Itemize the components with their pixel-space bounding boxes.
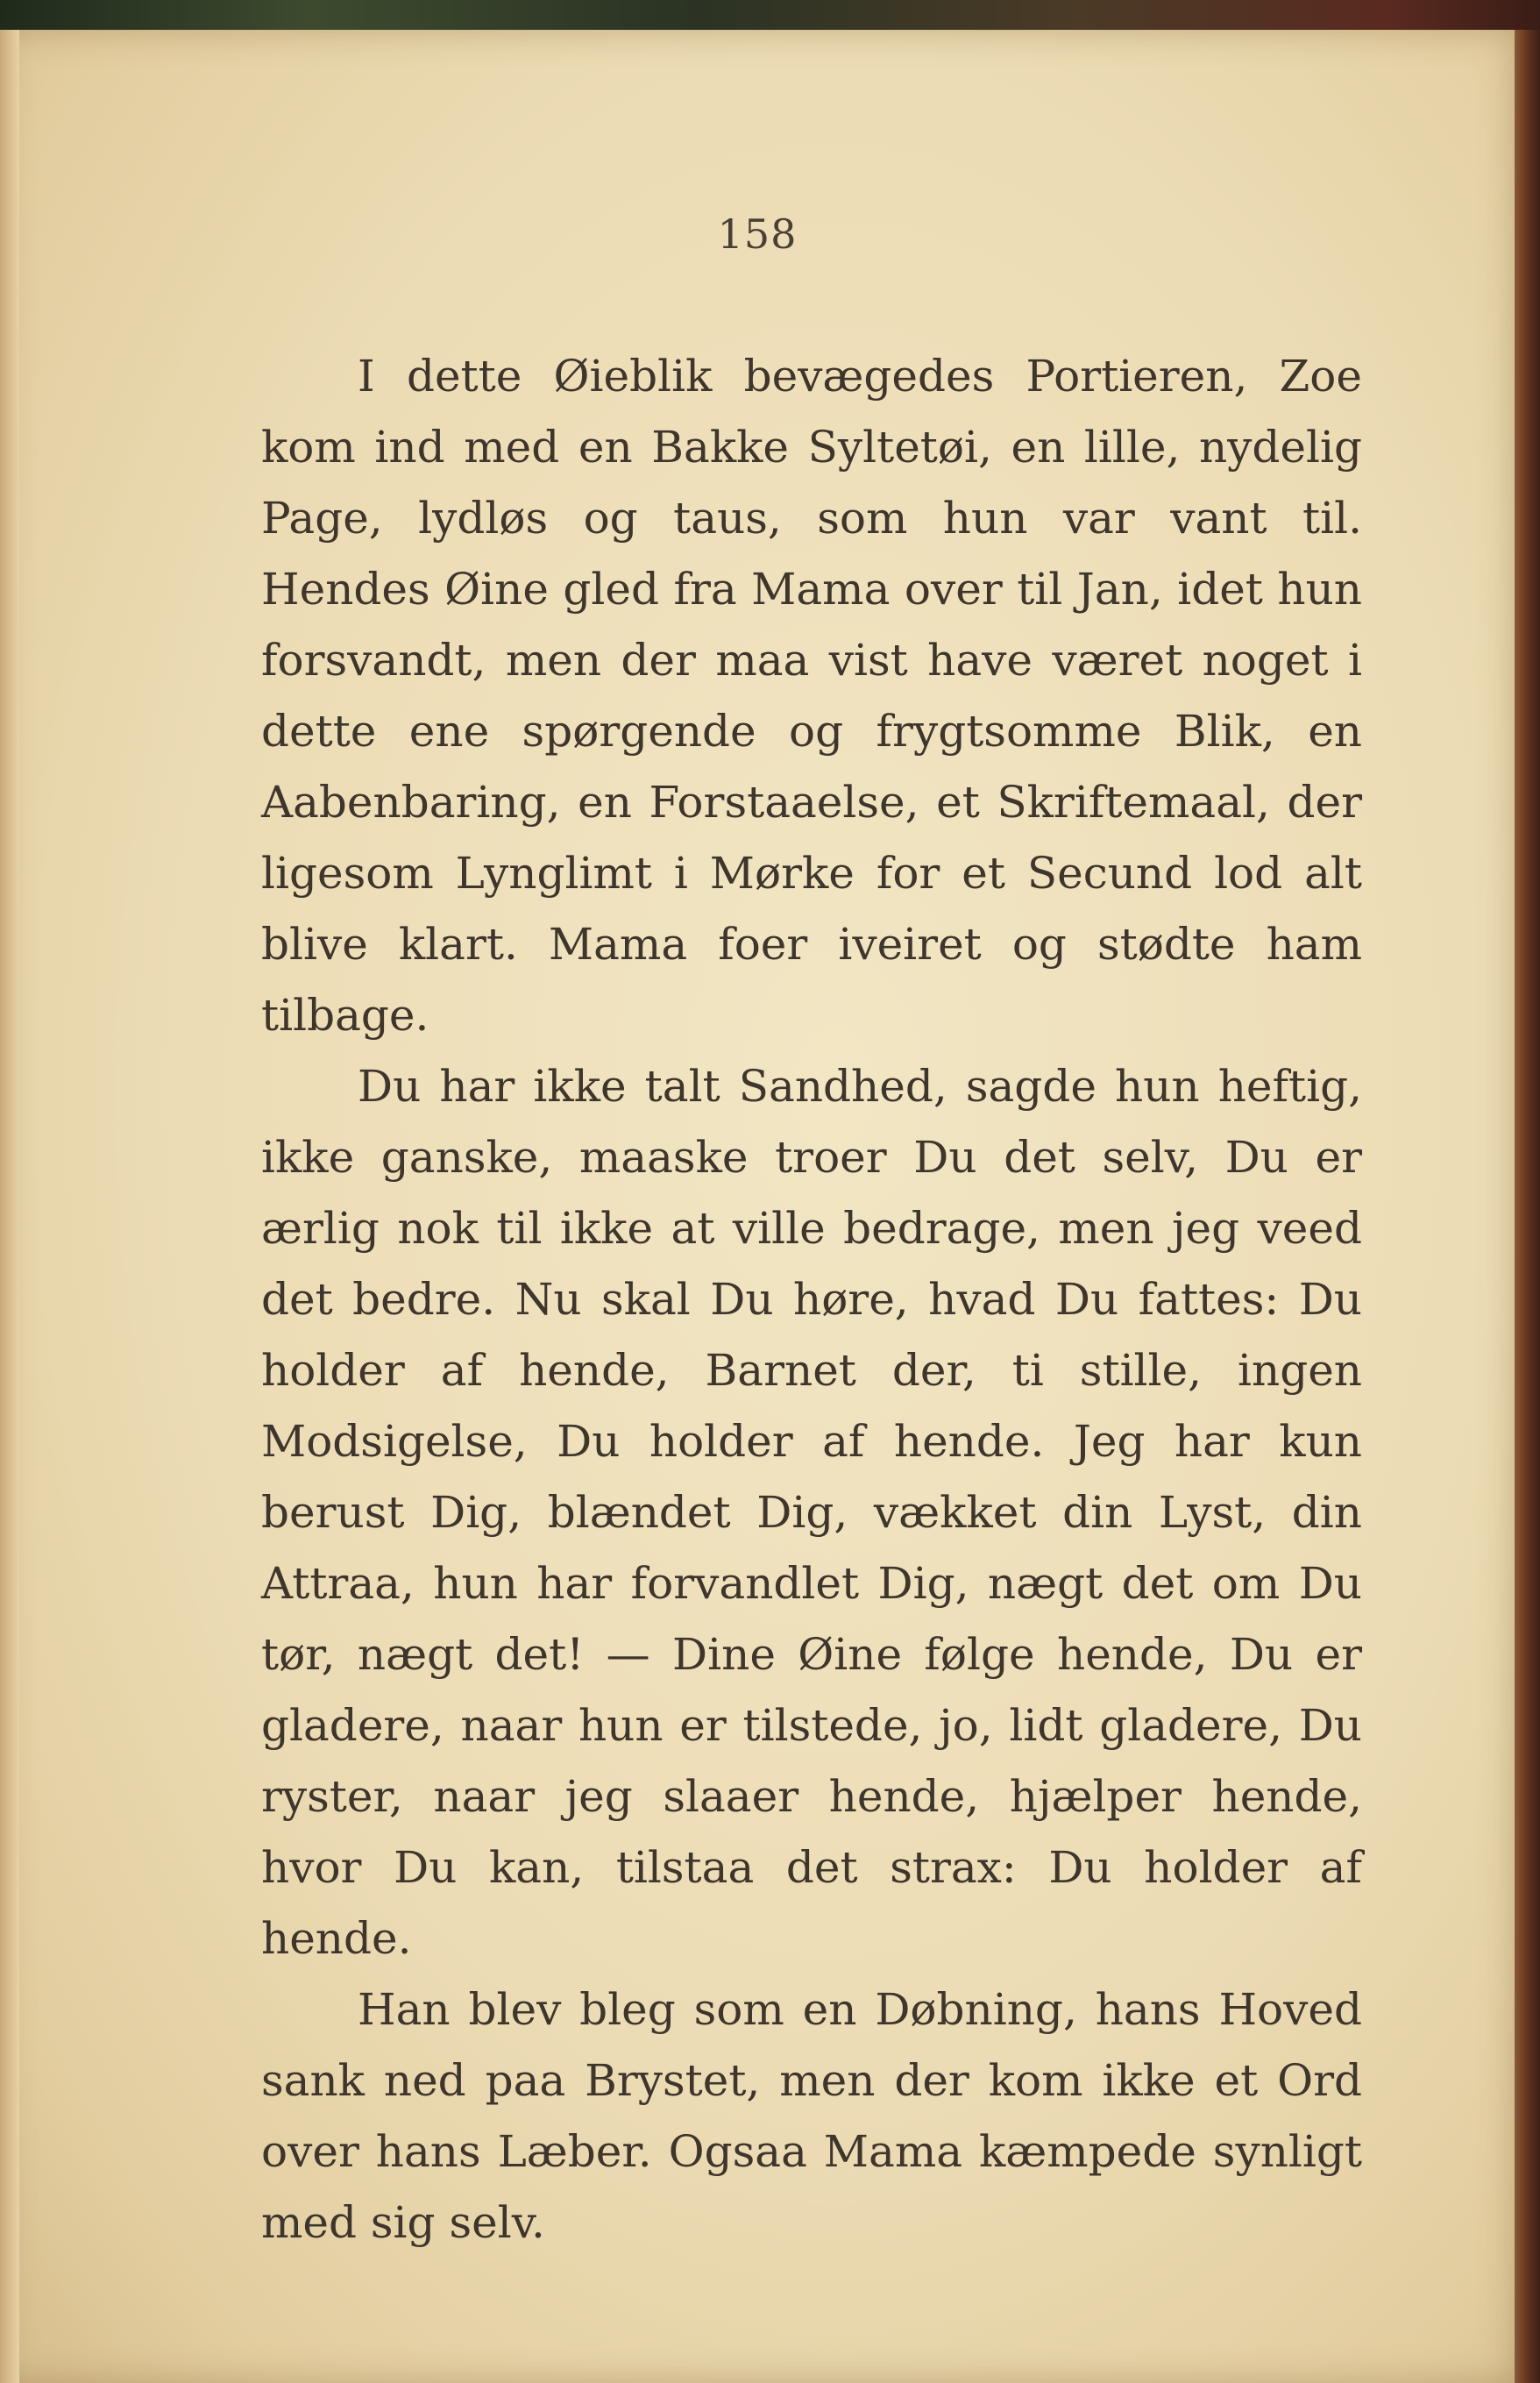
paragraph-1: I dette Øieblik bevægedes Portieren, Zoe kom ind med en Bakke Syltetøi, en lille, nydelig Page, lydløs og taus, som hun var vant til. Hendes Øine gled fra Mama over til Jan, idet hun forsvandt, men der maa vist have været noget i dette ene spørgende og frygtsomme Blik, en Aabenbaring, en Forstaaelse, et Skriftemaal, der ligesom Lynglimt i Mørke for et Secund lod alt blive klart. Mama foer iveiret og stødte ham tilbage. xyxy=(261,351,1362,1041)
book-page xyxy=(0,30,1515,2383)
book-binding-gutter xyxy=(1515,30,1540,2383)
paragraph-2: Du har ikke talt Sandhed, sagde hun heftig, ikke ganske, maaske troer Du det selv, Du er ærlig nok til ikke at ville bedrage, men jeg veed det bedre. Nu skal Du høre, hvad Du fattes: Du holder af hende, Barnet der, ti stille, ingen Modsigelse, Du holder af hende. Jeg har kun berust Dig, blændet Dig, vækket din Lyst, din Attraa, hun har forvandlet Dig, nægt det om Du tør, nægt det! — Dine Øine følge hende, Du er gladere, naar hun er tilstede, jo, lidt gladere, Du ryster, naar jeg slaaer hende, hjælper hende, hvor Du kan, tilstaa det strax: Du holder af hende. xyxy=(261,1061,1362,1964)
page-left-edge xyxy=(0,30,19,2383)
body-text xyxy=(261,341,1362,2259)
page-number: 158 xyxy=(717,210,798,258)
paragraph-3: Han blev bleg som en Døbning, hans Hoved sank ned paa Brystet, men der kom ikke et Ord over hans Læber. Ogsaa Mama kæmpede synligt med sig selv. xyxy=(261,1984,1362,2248)
